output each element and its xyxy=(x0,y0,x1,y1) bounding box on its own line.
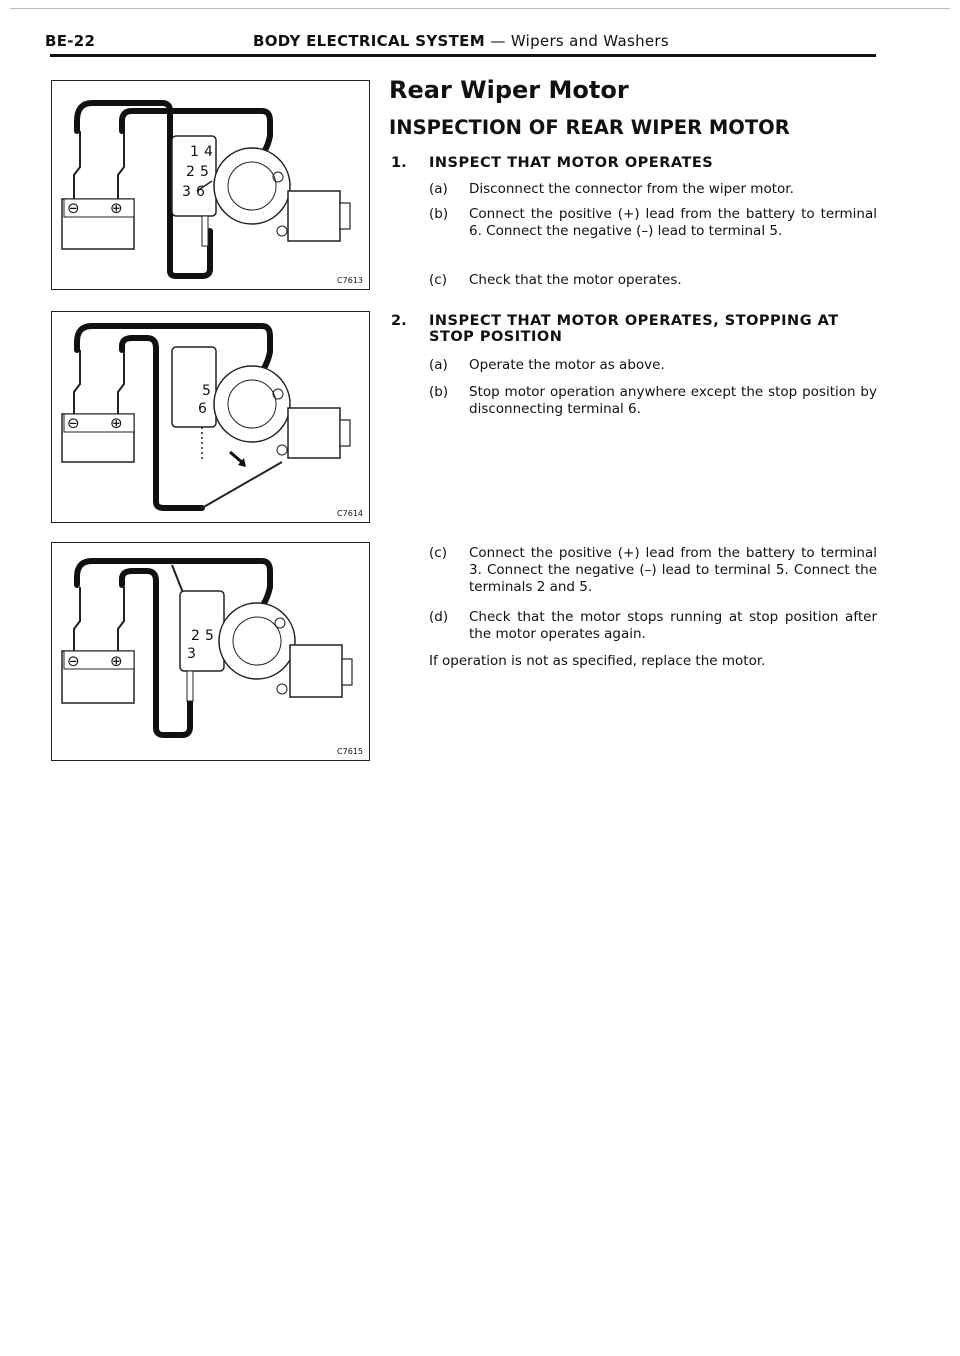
item-label: (c) xyxy=(429,272,447,288)
battery-positive-icon: ⊕ xyxy=(110,414,123,432)
wiring-diagram-2 xyxy=(52,312,368,521)
terminal-5: 5 xyxy=(202,383,211,399)
battery-negative-icon: ⊖ xyxy=(67,652,80,670)
step-title: INSPECT THAT MOTOR OPERATES, STOPPING AT STOP POSITION xyxy=(429,313,839,345)
item-text: Disconnect the connector from the wiper motor. xyxy=(469,181,794,197)
item-label: (a) xyxy=(429,357,448,373)
terminal-4: 4 xyxy=(204,144,213,160)
item-label: (b) xyxy=(429,206,449,222)
wiring-diagram-3 xyxy=(52,543,368,759)
step-2-item-b xyxy=(429,384,877,418)
terminal-5: 5 xyxy=(205,628,214,644)
figure-motor-test-2 xyxy=(51,311,370,523)
item-text: Connect the positive (+) lead from the battery to terminal 6. Connect the negative (–) lead to terminal 5. xyxy=(469,206,877,239)
step-2-item-d xyxy=(429,609,877,643)
step-1-item-a xyxy=(429,181,877,198)
wiring-diagram-1 xyxy=(52,81,368,288)
section-title xyxy=(253,32,669,50)
item-text: Connect the positive (+) lead from the battery to terminal 3. Connect the negative (–) lead to terminal 5. Connect the terminals 2 and 5. xyxy=(469,545,877,595)
figure-code: C7614 xyxy=(337,509,363,518)
page-title: Rear Wiper Motor xyxy=(389,76,629,104)
terminal-2: 2 xyxy=(186,164,195,180)
terminal-5: 5 xyxy=(200,164,209,180)
step-1-item-c xyxy=(429,272,877,289)
terminal-3: 3 xyxy=(187,646,196,662)
page-number: BE-22 xyxy=(45,32,96,50)
section-heading: INSPECTION OF REAR WIPER MOTOR xyxy=(389,116,790,139)
battery-negative-icon: ⊖ xyxy=(67,199,80,217)
step-number: 2. xyxy=(391,313,407,329)
step-2 xyxy=(391,313,879,345)
section-subtitle: — Wipers and Washers xyxy=(490,32,669,50)
terminal-2: 2 xyxy=(191,628,200,644)
battery-positive-icon: ⊕ xyxy=(110,652,123,670)
item-text: Check that the motor stops running at stop position after the motor operates again. xyxy=(469,609,877,642)
replacement-note: If operation is not as specified, replace the motor. xyxy=(429,653,766,669)
header-rule xyxy=(50,54,876,57)
item-label: (d) xyxy=(429,609,449,625)
top-rule xyxy=(10,8,950,9)
item-text: Stop motor operation anywhere except the stop position by disconnecting terminal 6. xyxy=(469,384,877,417)
terminal-6: 6 xyxy=(198,401,207,417)
figure-motor-test-3 xyxy=(51,542,370,761)
battery-positive-icon: ⊕ xyxy=(110,199,123,217)
step-1 xyxy=(391,155,713,171)
item-label: (b) xyxy=(429,384,449,400)
figure-code: C7613 xyxy=(337,276,363,285)
terminal-1: 1 xyxy=(190,144,199,160)
step-2-item-a xyxy=(429,357,877,374)
section-title-main: BODY ELECTRICAL SYSTEM xyxy=(253,32,485,50)
terminal-3: 3 xyxy=(182,184,191,200)
item-label: (a) xyxy=(429,181,448,197)
figure-motor-test-1 xyxy=(51,80,370,290)
step-1-item-b xyxy=(429,206,877,240)
item-text: Operate the motor as above. xyxy=(469,357,665,373)
step-2-item-c xyxy=(429,545,877,596)
step-number: 1. xyxy=(391,155,407,171)
terminal-6: 6 xyxy=(196,184,205,200)
figure-code: C7615 xyxy=(337,747,363,756)
item-label: (c) xyxy=(429,545,447,561)
step-title: INSPECT THAT MOTOR OPERATES xyxy=(429,155,714,171)
battery-negative-icon: ⊖ xyxy=(67,414,80,432)
item-text: Check that the motor operates. xyxy=(469,272,682,288)
